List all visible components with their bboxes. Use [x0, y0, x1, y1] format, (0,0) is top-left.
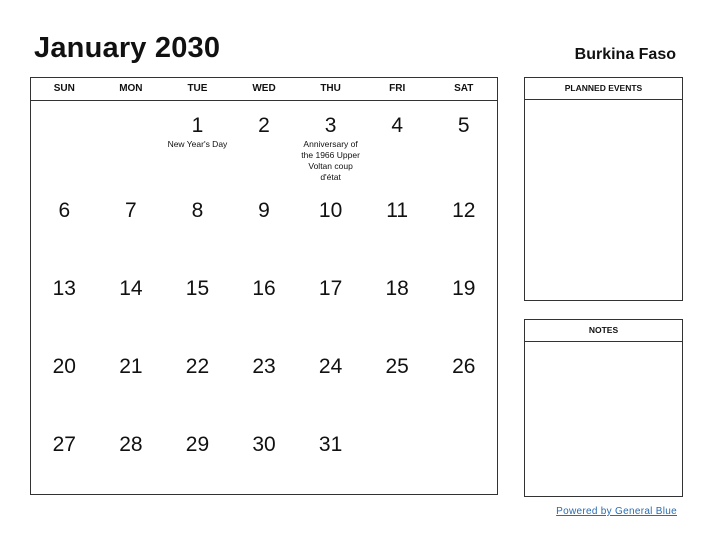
day-number: 29 — [185, 433, 210, 456]
day-cell — [98, 343, 165, 421]
day-cell — [297, 421, 364, 499]
powered-by-link[interactable]: Powered by General Blue — [556, 506, 677, 517]
day-cell — [31, 421, 98, 499]
calendar-grid — [30, 77, 498, 495]
weekday-label: TUE — [187, 83, 208, 94]
weekday-label: SUN — [53, 83, 75, 94]
calendar-week-row — [31, 265, 497, 343]
country-label: Burkina Faso — [574, 46, 676, 63]
day-cell — [430, 100, 497, 187]
day-number: 2 — [258, 114, 270, 137]
day-number: 3 — [324, 114, 337, 137]
day-cell — [297, 187, 364, 265]
day-number: 25 — [385, 355, 409, 378]
day-cell — [31, 343, 98, 421]
weekday-label: WED — [252, 83, 276, 94]
day-number: 20 — [52, 355, 76, 378]
day-cell — [364, 100, 431, 187]
calendar-week-row — [31, 421, 497, 499]
day-cell — [98, 187, 165, 265]
day-cell — [231, 100, 298, 187]
day-number: 21 — [119, 355, 143, 378]
day-number: 14 — [119, 277, 143, 300]
day-number: 10 — [318, 199, 343, 222]
holiday-label: Anniversary of the 1966 Upper Voltan coup d'état — [301, 139, 360, 182]
day-number: 4 — [391, 114, 404, 137]
day-cell — [31, 100, 98, 187]
calendar-week-row — [31, 187, 497, 265]
day-cell — [231, 265, 298, 343]
day-cell — [430, 187, 497, 265]
day-number: 9 — [258, 199, 270, 222]
day-number: 22 — [185, 355, 210, 378]
planned-events-heading: PLANNED EVENTS — [525, 78, 682, 100]
notes-panel — [524, 319, 683, 497]
day-cell — [297, 100, 364, 187]
day-number: 15 — [185, 277, 210, 300]
day-cell — [231, 187, 298, 265]
day-cell — [364, 421, 431, 499]
calendar-week-row — [31, 343, 497, 421]
page-title: January 2030 — [34, 32, 221, 64]
notes-heading: NOTES — [525, 320, 682, 342]
day-number: 1 — [191, 114, 204, 137]
day-cell — [231, 343, 298, 421]
weekday-label: FRI — [389, 83, 406, 94]
day-cell — [164, 100, 231, 187]
day-number: 7 — [125, 199, 137, 222]
holiday-label: New Year's Day — [167, 139, 228, 149]
day-cell — [364, 265, 431, 343]
day-number: 5 — [457, 114, 470, 137]
day-cell — [31, 187, 98, 265]
day-cell — [31, 265, 98, 343]
day-number: 6 — [58, 199, 71, 222]
day-cell — [364, 187, 431, 265]
day-cell — [98, 421, 165, 499]
calendar-weeks — [31, 100, 497, 494]
day-number: 13 — [52, 277, 76, 300]
day-cell — [297, 265, 364, 343]
day-cell — [430, 265, 497, 343]
day-number: 17 — [318, 277, 343, 300]
weekday-label: MON — [119, 83, 143, 94]
day-number: 19 — [452, 277, 476, 300]
day-number: 8 — [191, 199, 204, 222]
day-number: 23 — [252, 355, 276, 378]
day-cell — [430, 421, 497, 499]
calendar-week-row — [31, 100, 497, 187]
planned-events-panel — [524, 77, 683, 301]
day-number: 30 — [252, 433, 276, 456]
day-number: 24 — [318, 355, 343, 378]
day-cell — [164, 265, 231, 343]
weekday-header — [31, 78, 497, 101]
day-cell — [364, 343, 431, 421]
day-cell — [164, 187, 231, 265]
day-cell — [98, 100, 165, 187]
day-number: 18 — [385, 277, 409, 300]
day-number: 31 — [318, 433, 343, 456]
day-number: 11 — [386, 199, 409, 222]
day-cell — [430, 343, 497, 421]
day-cell — [164, 343, 231, 421]
day-cell — [98, 265, 165, 343]
day-number: 28 — [119, 433, 143, 456]
weekday-label: THU — [320, 83, 341, 94]
day-number: 16 — [252, 277, 276, 300]
day-number: 12 — [452, 199, 476, 222]
day-cell — [164, 421, 231, 499]
weekday-label: SAT — [454, 83, 474, 94]
day-number: 26 — [452, 355, 476, 378]
day-cell — [231, 421, 298, 499]
day-number: 27 — [52, 433, 76, 456]
day-cell — [297, 343, 364, 421]
